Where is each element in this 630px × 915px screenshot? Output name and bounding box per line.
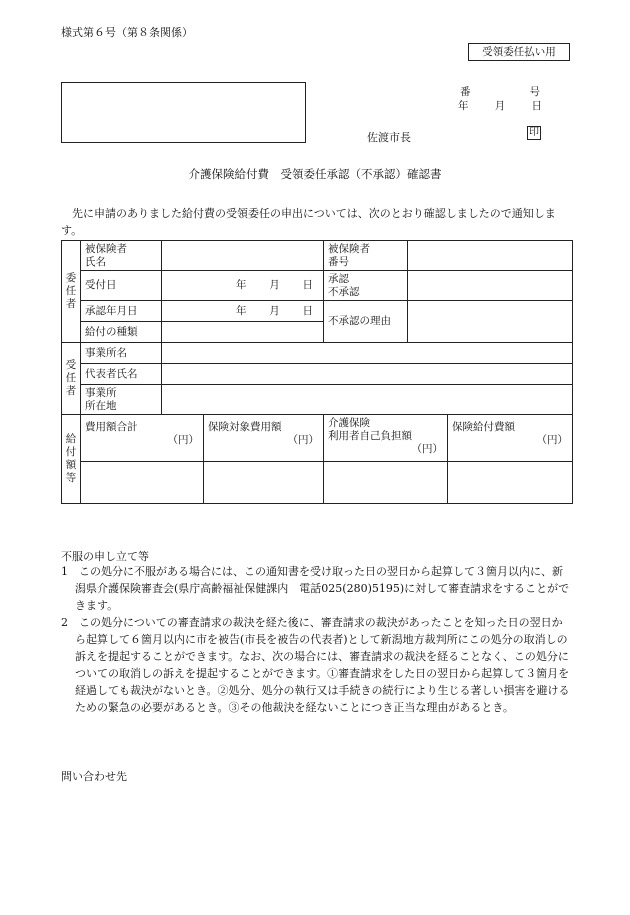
- office-address-value[interactable]: [162, 385, 573, 415]
- representative-label: 代表者氏名: [81, 364, 162, 385]
- benefit-type-value[interactable]: [162, 322, 324, 343]
- confirmation-table: [61, 240, 573, 504]
- insured-number-value[interactable]: [408, 241, 573, 271]
- office-name-value[interactable]: [162, 343, 573, 364]
- document-number-line: 番 号: [460, 86, 540, 98]
- benefit-type-label: 給付の種類: [81, 322, 162, 343]
- appeal-note-2: 2 この処分についての審査請求の裁決を経た後に、審査請求の裁決があったことを知った日の翌日から起算して６箇月以内に市を被告(市長を被告の代表者)として新潟地方裁判所にこの処分の取消しの訴えを提起することができます。なお、次の場合には、審査請求の裁決を経ることなく、この処分についての取消しの訴えを提起することができます。①審査請求をした日の翌日から起算して３箇月を経過しても裁決がないとき。②処分、処分の執行又は手続きの続行により生じる著しい損害を避けるための緊急の必要があるとき。③その他裁決を経ないことにつき正当な理由があるとき。: [61, 616, 570, 714]
- rejection-reason-label: 不承認の理由: [324, 301, 408, 343]
- insured-cost-header: 保険対象費用額 （円）: [204, 415, 324, 462]
- receipt-date-value[interactable]: 年 月 日: [162, 271, 324, 301]
- total-cost-header: 費用額合計 （円）: [81, 415, 204, 462]
- approval-date-label: 承認年月日: [81, 301, 162, 322]
- payment-type-badge: 受領委任払い用: [468, 43, 570, 61]
- inquiry-label: 問い合わせ先: [61, 770, 127, 783]
- appeal-note-1: 1 この処分に不服がある場合には、この通知書を受け取った日の翌日から起算して３箇月以内に、新潟県介護保険審査会(県庁高齢福祉保健課内 電話025(280)5195)に対して審査請求をすることができます。: [61, 565, 570, 612]
- benefit-amount-value[interactable]: [448, 462, 573, 504]
- address-box: [61, 82, 306, 143]
- copay-value[interactable]: [324, 462, 448, 504]
- form-number: 様式第６号（第８条関係）: [61, 26, 193, 39]
- total-cost-value[interactable]: [81, 462, 204, 504]
- copay-header: 介護保険 利用者自己負担額 （円）: [324, 415, 448, 462]
- appeal-notes: [61, 563, 572, 716]
- approval-date-value[interactable]: 年 月 日: [162, 301, 324, 322]
- approval-label: 承認 不承認: [324, 271, 408, 301]
- benefit-amount-header: 保険給付費額 （円）: [448, 415, 573, 462]
- seal-mark: 印: [529, 127, 539, 138]
- mayor-title: 佐渡市長: [367, 131, 411, 144]
- section-benefit-amounts: 給 付 額 等: [62, 415, 81, 504]
- section-delegatee: 受 任 者: [62, 343, 81, 415]
- document-title: 介護保険給付費 受領委任承認（不承認）確認書: [188, 167, 442, 181]
- insured-number-label: 被保険者 番号: [324, 241, 408, 271]
- appeal-heading: 不服の申し立て等: [61, 550, 149, 563]
- insured-name-value[interactable]: [162, 241, 324, 271]
- representative-value[interactable]: [162, 364, 573, 385]
- lead-paragraph: 先に申請のありました給付費の受領委任の申出については、次のとおり確認しましたので通知します。: [61, 207, 556, 237]
- insured-cost-value[interactable]: [204, 462, 324, 504]
- approval-value[interactable]: [408, 271, 573, 301]
- document-date-line: 年 月 日: [458, 100, 542, 112]
- insured-name-label: 被保険者 氏名: [81, 241, 162, 271]
- rejection-reason-value[interactable]: [408, 301, 573, 343]
- office-name-label: 事業所名: [81, 343, 162, 364]
- receipt-date-label: 受付日: [81, 271, 162, 301]
- office-address-label: 事業所 所在地: [81, 385, 162, 415]
- section-delegator: 委 任 者: [62, 241, 81, 343]
